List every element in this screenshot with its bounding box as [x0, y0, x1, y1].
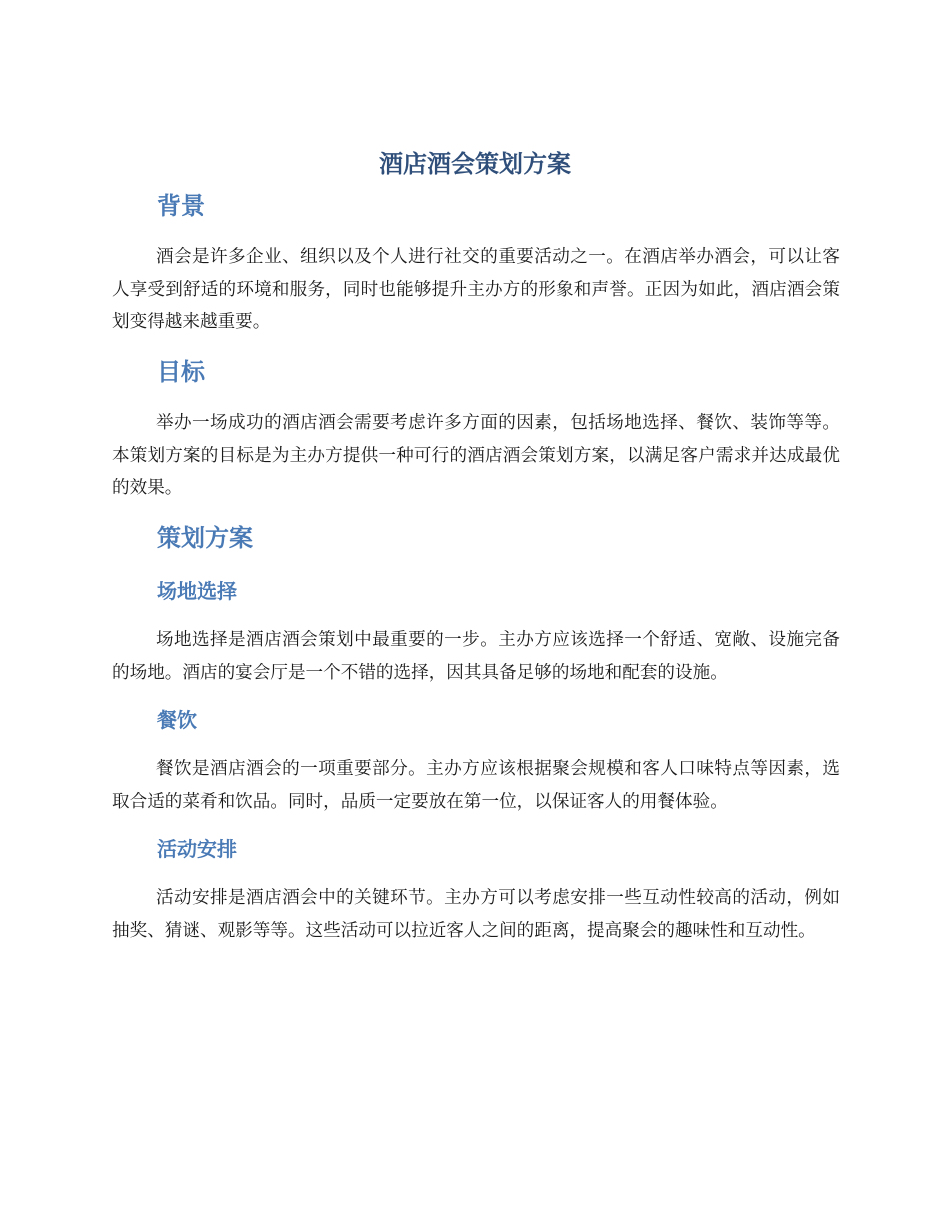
- subsection-body-activities: 活动安排是酒店酒会中的关键环节。主办方可以考虑安排一些互动性较高的活动，例如抽奖、猜谜、观影等等。这些活动可以拉近客人之间的距离，提高聚会的趣味性和互动性。: [112, 888, 840, 941]
- subsection-body-venue: 场地选择是酒店酒会策划中最重要的一步。主办方应该选择一个舒适、宽敞、设施完备的场地。酒店的宴会厅是一个不错的选择，因其具备足够的场地和配套的设施。: [112, 630, 840, 683]
- section-heading-background: 背景: [157, 192, 205, 220]
- section-heading-plan: 策划方案: [157, 524, 253, 552]
- subsection-heading-venue: 场地选择: [157, 579, 237, 603]
- subsection-heading-catering: 餐饮: [157, 708, 197, 732]
- section-body-goal: 举办一场成功的酒店酒会需要考虑许多方面的因素，包括场地选择、餐饮、装饰等等。本策划方案的目标是为主办方提供一种可行的酒店酒会策划方案，以满足客户需求并达成最优的效果。: [112, 413, 840, 498]
- subsection-body-catering: 餐饮是酒店酒会的一项重要部分。主办方应该根据聚会规模和客人口味特点等因素，选取合适的菜肴和饮品。同时，品质一定要放在第一位，以保证客人的用餐体验。: [112, 759, 840, 812]
- section-heading-goal: 目标: [157, 358, 205, 386]
- section-body-background: 酒会是许多企业、组织以及个人进行社交的重要活动之一。在酒店举办酒会，可以让客人享受到舒适的环境和服务，同时也能够提升主办方的形象和声誉。正因为如此，酒店酒会策划变得越来越重要。: [112, 247, 840, 332]
- subsection-heading-activities: 活动安排: [157, 837, 237, 861]
- document-title: 酒店酒会策划方案: [379, 150, 571, 178]
